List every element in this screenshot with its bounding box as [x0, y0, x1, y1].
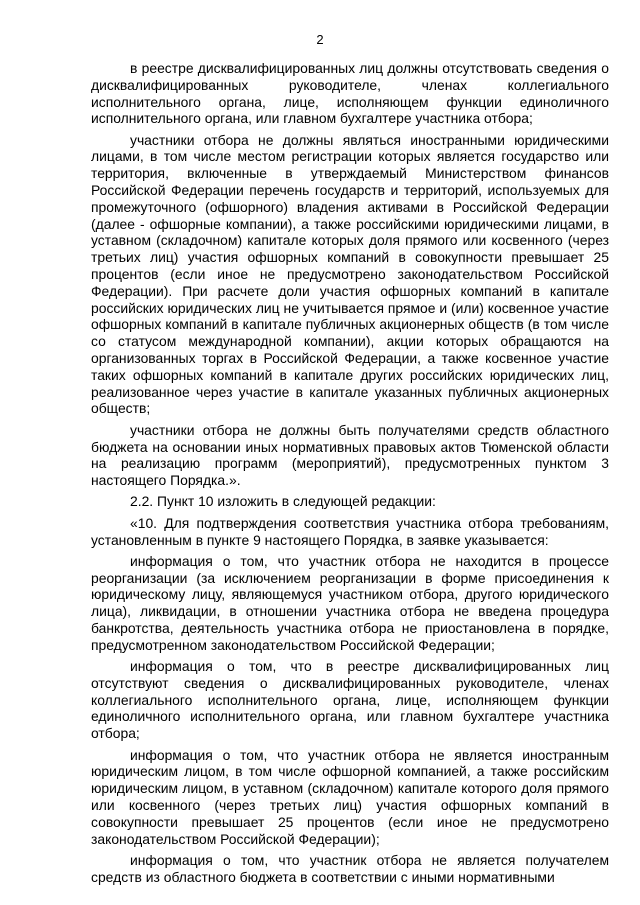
- paragraph-disqualified-info: информация о том, что в реестре дисквалифицированных лиц отсутствуют сведения о дисквалифицированных руководителе, членах коллегиального исполнительного органа, лице, исполняющем функции единоличного исполнительного органа, или главном бухгалтере участника отбора;: [91, 658, 609, 742]
- paragraph-disqualified-registry: в реестре дисквалифицированных лиц должны отсутствовать сведения о дисквалифицированных руководителе, членах коллегиального исполнительного органа, лице, исполняющем функции единоличного исполнительного органа, или главном бухгалтере участника отбора;: [91, 60, 609, 127]
- paragraph-offshore-info: информация о том, что участник отбора не является иностранным юридическим лицом, в том числе офшорной компанией, а также российским юридическим лицом, в уставном (складочном) капитале которого доля прямого или косвенного (через третьих лиц) участия офшорных компаний в совокупности превышает 25 процентов (если иное не предусмотрено законодательством Российской Федерации);: [91, 746, 609, 847]
- paragraph-budget-info: информация о том, что участник отбора не является получателем средств из областного бюджета в соответствии с иными нормативными: [91, 851, 609, 885]
- page-number: 2: [316, 32, 324, 47]
- paragraph-budget-recipients: участники отбора не должны быть получателями средств областного бюджета на основании иных нормативных правовых актов Тюменской области на реализацию программ (мероприятий), предусмотренных пунктом 3 настоящего Порядка.».: [91, 421, 609, 489]
- paragraph-amendment-clause: 2.2. Пункт 10 изложить в следующей редакции:: [130, 493, 436, 510]
- paragraph-offshore-requirement: участники отбора не должны являться иностранными юридическими лицами, в том числе местом регистрации которых является государство или территория, включенные в утверждаемый Министерством финансов Российской Федерации перечень государств и территорий, используемых для промежуточного (офшорного) владения активами в Российской Федерации (далее - офшорные компании), а также российскими юридическими лицами, в уставном (складочном) капитале которых доля прямого или косвенного (через третьих лиц) участия офшорных компаний в совокупности превышает 25 процентов (если иное не предусмотрено законодательством Российской Федерации). При расчете доли участия офшорных компаний в капитале российских юридических лиц не учитывается прямое и (или) косвенное участие офшорных компаний в капитале публичных акционерных обществ (в том числе со статусом международной компании), акции которых обращаются на организованных торгах в Российской Федерации, а также косвенное участие таких офшорных компаний в капитале других российских юридических лиц, реализованное через участие в капитале указанных публичных акционерных обществ;: [91, 131, 609, 417]
- paragraph-reorganization-info: информация о том, что участник отбора не находится в процессе реорганизации (за исключением реорганизации в форме присоединения к юридическому лицу, являющемуся участником отбора, другого юридического лица), ликвидации, в отношении участника отбора не введена процедура банкротства, деятельность участника отбора не приостановлена в порядке, предусмотренном законодательством Российской Федерации;: [91, 552, 609, 653]
- document-body: [91, 60, 609, 885]
- paragraph-clause-10-intro: «10. Для подтверждения соответствия участника отбора требованиям, установленным в пункте 9 настоящего Порядка, в заявке указывается:: [91, 514, 609, 548]
